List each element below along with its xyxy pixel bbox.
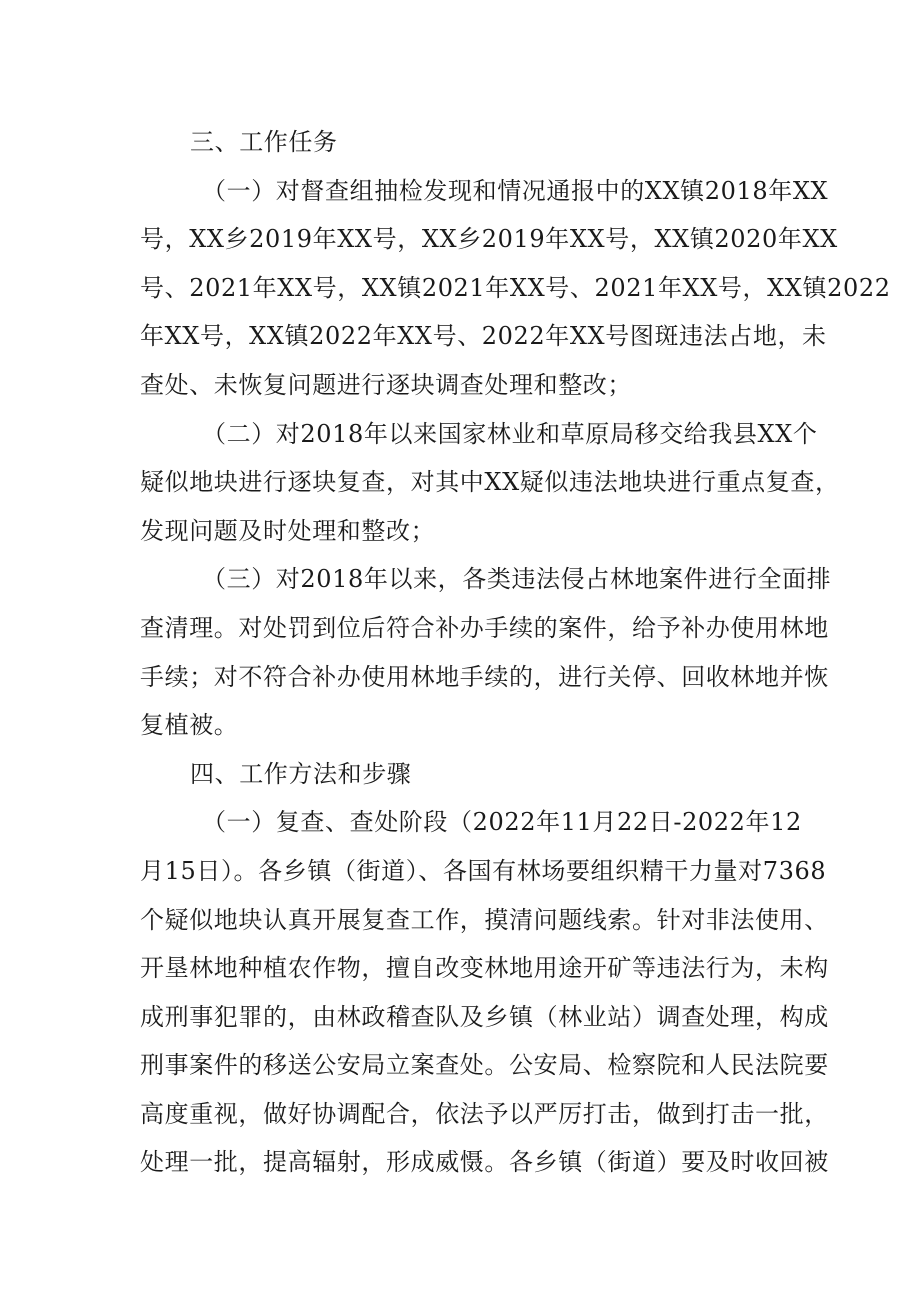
text-line: 查处、未恢复问题进行逐块调查处理和整改； <box>140 370 632 399</box>
text-line: 复植被。 <box>140 711 239 740</box>
text-line: 年XX号，XX镇2022年XX号、2022年XX号图斑违法占地，未 <box>140 322 827 351</box>
text-line: 查清理。对处罚到位后符合补办手续的案件，给予补办使用林地 <box>140 613 829 642</box>
text-line: 发现问题及时处理和整改； <box>140 516 436 545</box>
document-body <box>140 118 891 1187</box>
task-item-2 <box>140 410 840 556</box>
text-line: （二）对2018年以来国家林业和草原局移交给我县XX个 <box>202 419 818 448</box>
text-line: 处理一批，提高辐射，形成威慑。各乡镇（街道）要及时收回被 <box>140 1148 829 1177</box>
text-line: 疑似地块进行逐块复查，对其中XX疑似违法地块进行重点复查， <box>140 468 840 497</box>
text-line: 手续；对不符合补办使用林地手续的，进行关停、回收林地并恢 <box>140 662 829 691</box>
text-line: 成刑事犯罪的，由林政稽查队及乡镇（林业站）调查处理，构成 <box>140 1002 829 1031</box>
section-heading-methods: 四、工作方法和步骤 <box>190 759 412 788</box>
text-line: （一）复查、查处阶段（2022年11月22日-2022年12 <box>202 808 802 837</box>
task-item-3 <box>140 555 832 749</box>
task-item-1 <box>140 167 891 410</box>
text-line: 个疑似地块认真开展复查工作，摸清问题线索。针对非法使用、 <box>140 905 829 934</box>
text-line: 月15日）。各乡镇（街道）、各国有林场要组织精干力量对7368 <box>140 856 827 885</box>
text-line: 开垦林地种植农作物，擅自改变林地用途开矿等违法行为，未构 <box>140 954 829 983</box>
text-line: （三）对2018年以来，各类违法侵占林地案件进行全面排 <box>202 565 832 594</box>
text-line: 高度重视，做好协调配合，依法予以严厉打击，做到打击一批， <box>140 1099 829 1128</box>
text-line: 号，XX乡2019年XX号，XX乡2019年XX号，XX镇2020年XX <box>140 225 838 254</box>
method-item-1 <box>140 798 829 1187</box>
text-line: 号、2021年XX号，XX镇2021年XX号、2021年XX号，XX镇2022 <box>140 273 891 302</box>
text-line: （一）对督查组抽检发现和情况通报中的XX镇2018年XX <box>202 176 829 205</box>
section-heading-tasks: 三、工作任务 <box>190 128 338 156</box>
text-line: 刑事案件的移送公安局立案查处。公安局、检察院和人民法院要 <box>140 1051 829 1080</box>
